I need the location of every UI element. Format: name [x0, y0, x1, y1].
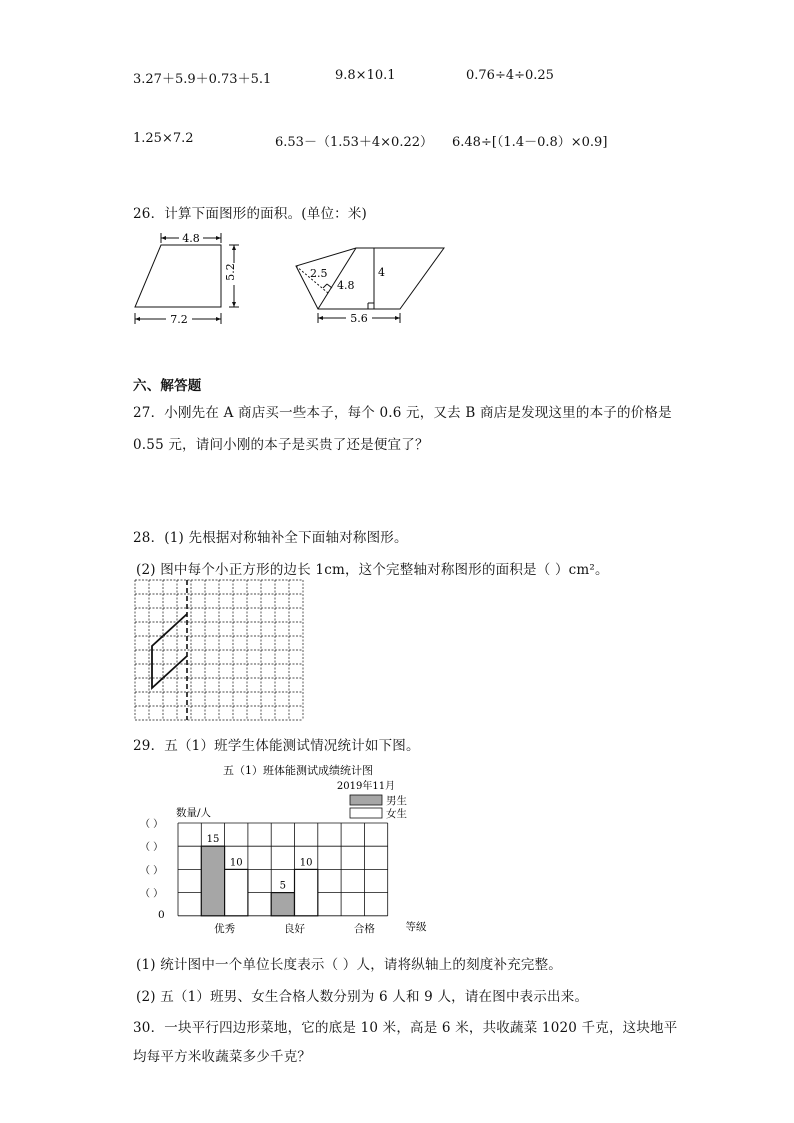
- composite-figure: [290, 238, 450, 328]
- bar-value-label: 5: [279, 880, 287, 892]
- shape2-height: 4: [378, 266, 385, 279]
- calc-1-3: 0.76÷4÷0.25: [466, 68, 554, 83]
- q27-line2: 0.55 元，请问小刚的本子是买贵了还是便宜了？: [133, 437, 429, 453]
- bar-female: [295, 869, 318, 915]
- calc-2-3: 6.48÷[（1.4－0.8）×0.9]: [452, 135, 608, 150]
- bar-value-label: 10: [299, 857, 313, 869]
- x-category-label: 良好: [284, 922, 305, 935]
- y-tick-label: （ ）: [140, 888, 164, 900]
- y-axis-label: 数量/人: [176, 807, 212, 819]
- legend-male-swatch: [350, 795, 382, 805]
- half-shape: [152, 614, 187, 688]
- y-tick-label: （ ）: [140, 842, 164, 854]
- q29-intro: 29．五（1）班学生体能测试情况统计如下图。: [133, 738, 420, 754]
- calc-1-1: 3.27＋5.9＋0.73＋5.1: [133, 72, 272, 87]
- q26-text: 26．计算下面图形的面积。(单位：米): [133, 206, 368, 222]
- bar-female: [225, 869, 248, 915]
- trap-top-label: 4.8: [182, 232, 200, 245]
- calc-2-1: 1.25×7.2: [133, 131, 194, 146]
- trap-height-label: 5.2: [224, 263, 237, 281]
- q28-part1: 28．(1) 先根据对称轴补全下面轴对称图形。: [133, 530, 408, 546]
- trapezoid-shape: [135, 245, 221, 307]
- legend-female-label: 女生: [386, 808, 407, 820]
- calc-1-2: 9.8×10.1: [335, 68, 396, 83]
- x-axis-label: 等级: [405, 921, 427, 933]
- shape2-diag: 4.8: [337, 279, 355, 292]
- legend-male-label: 男生: [386, 795, 407, 807]
- x-category-label: 优秀: [214, 922, 236, 935]
- trap-bottom-label: 7.2: [170, 313, 188, 326]
- y-tick-label: （ ）: [140, 819, 164, 830]
- bar-value-label: 10: [229, 857, 243, 869]
- q28-part2: (2) 图中每个小正方形的边长 1cm，这个完整轴对称图形的面积是（ ）cm²。: [136, 562, 609, 578]
- section-title: 六、解答题: [133, 378, 202, 394]
- symmetry-grid: [135, 580, 305, 725]
- q29-part1: (1) 统计图中一个单位长度表示（ ）人，请将纵轴上的刻度补充完整。: [136, 957, 563, 973]
- legend-female-swatch: [350, 808, 382, 818]
- y-origin: 0: [158, 909, 165, 921]
- calc-2-2: 6.53－（1.53＋4×0.22）: [275, 135, 433, 150]
- bar-male: [271, 893, 294, 916]
- q30-line1: 30．一块平行四边形菜地，它的底是 10 米，高是 6 米，共收蔬菜 1020 千克，这块地平: [133, 1020, 678, 1036]
- chart-title: 五（1）班体能测试成绩统计图: [223, 764, 373, 777]
- chart-subtitle: 2019年11月: [336, 781, 396, 792]
- q29-part2: (2) 五（1）班男、女生合格人数分别为 6 人和 9 人，请在图中表示出来。: [136, 989, 589, 1005]
- y-tick-label: （ ）: [140, 865, 164, 877]
- q27-line1: 27．小刚先在 A 商店买一些本子，每个 0.6 元，又去 B 商店是发现这里的本子的价格是: [133, 405, 672, 421]
- shape2-small-height: 2.5: [310, 267, 328, 280]
- trapezoid-figure: [125, 225, 255, 330]
- q30-line2: 均每平方米收蔬菜多少千克？: [133, 1049, 312, 1065]
- bar-male: [201, 846, 224, 916]
- x-category-label: 合格: [353, 922, 375, 935]
- shape2-base: 5.6: [350, 312, 368, 325]
- bar-chart: [138, 760, 438, 940]
- bar-value-label: 15: [206, 834, 220, 846]
